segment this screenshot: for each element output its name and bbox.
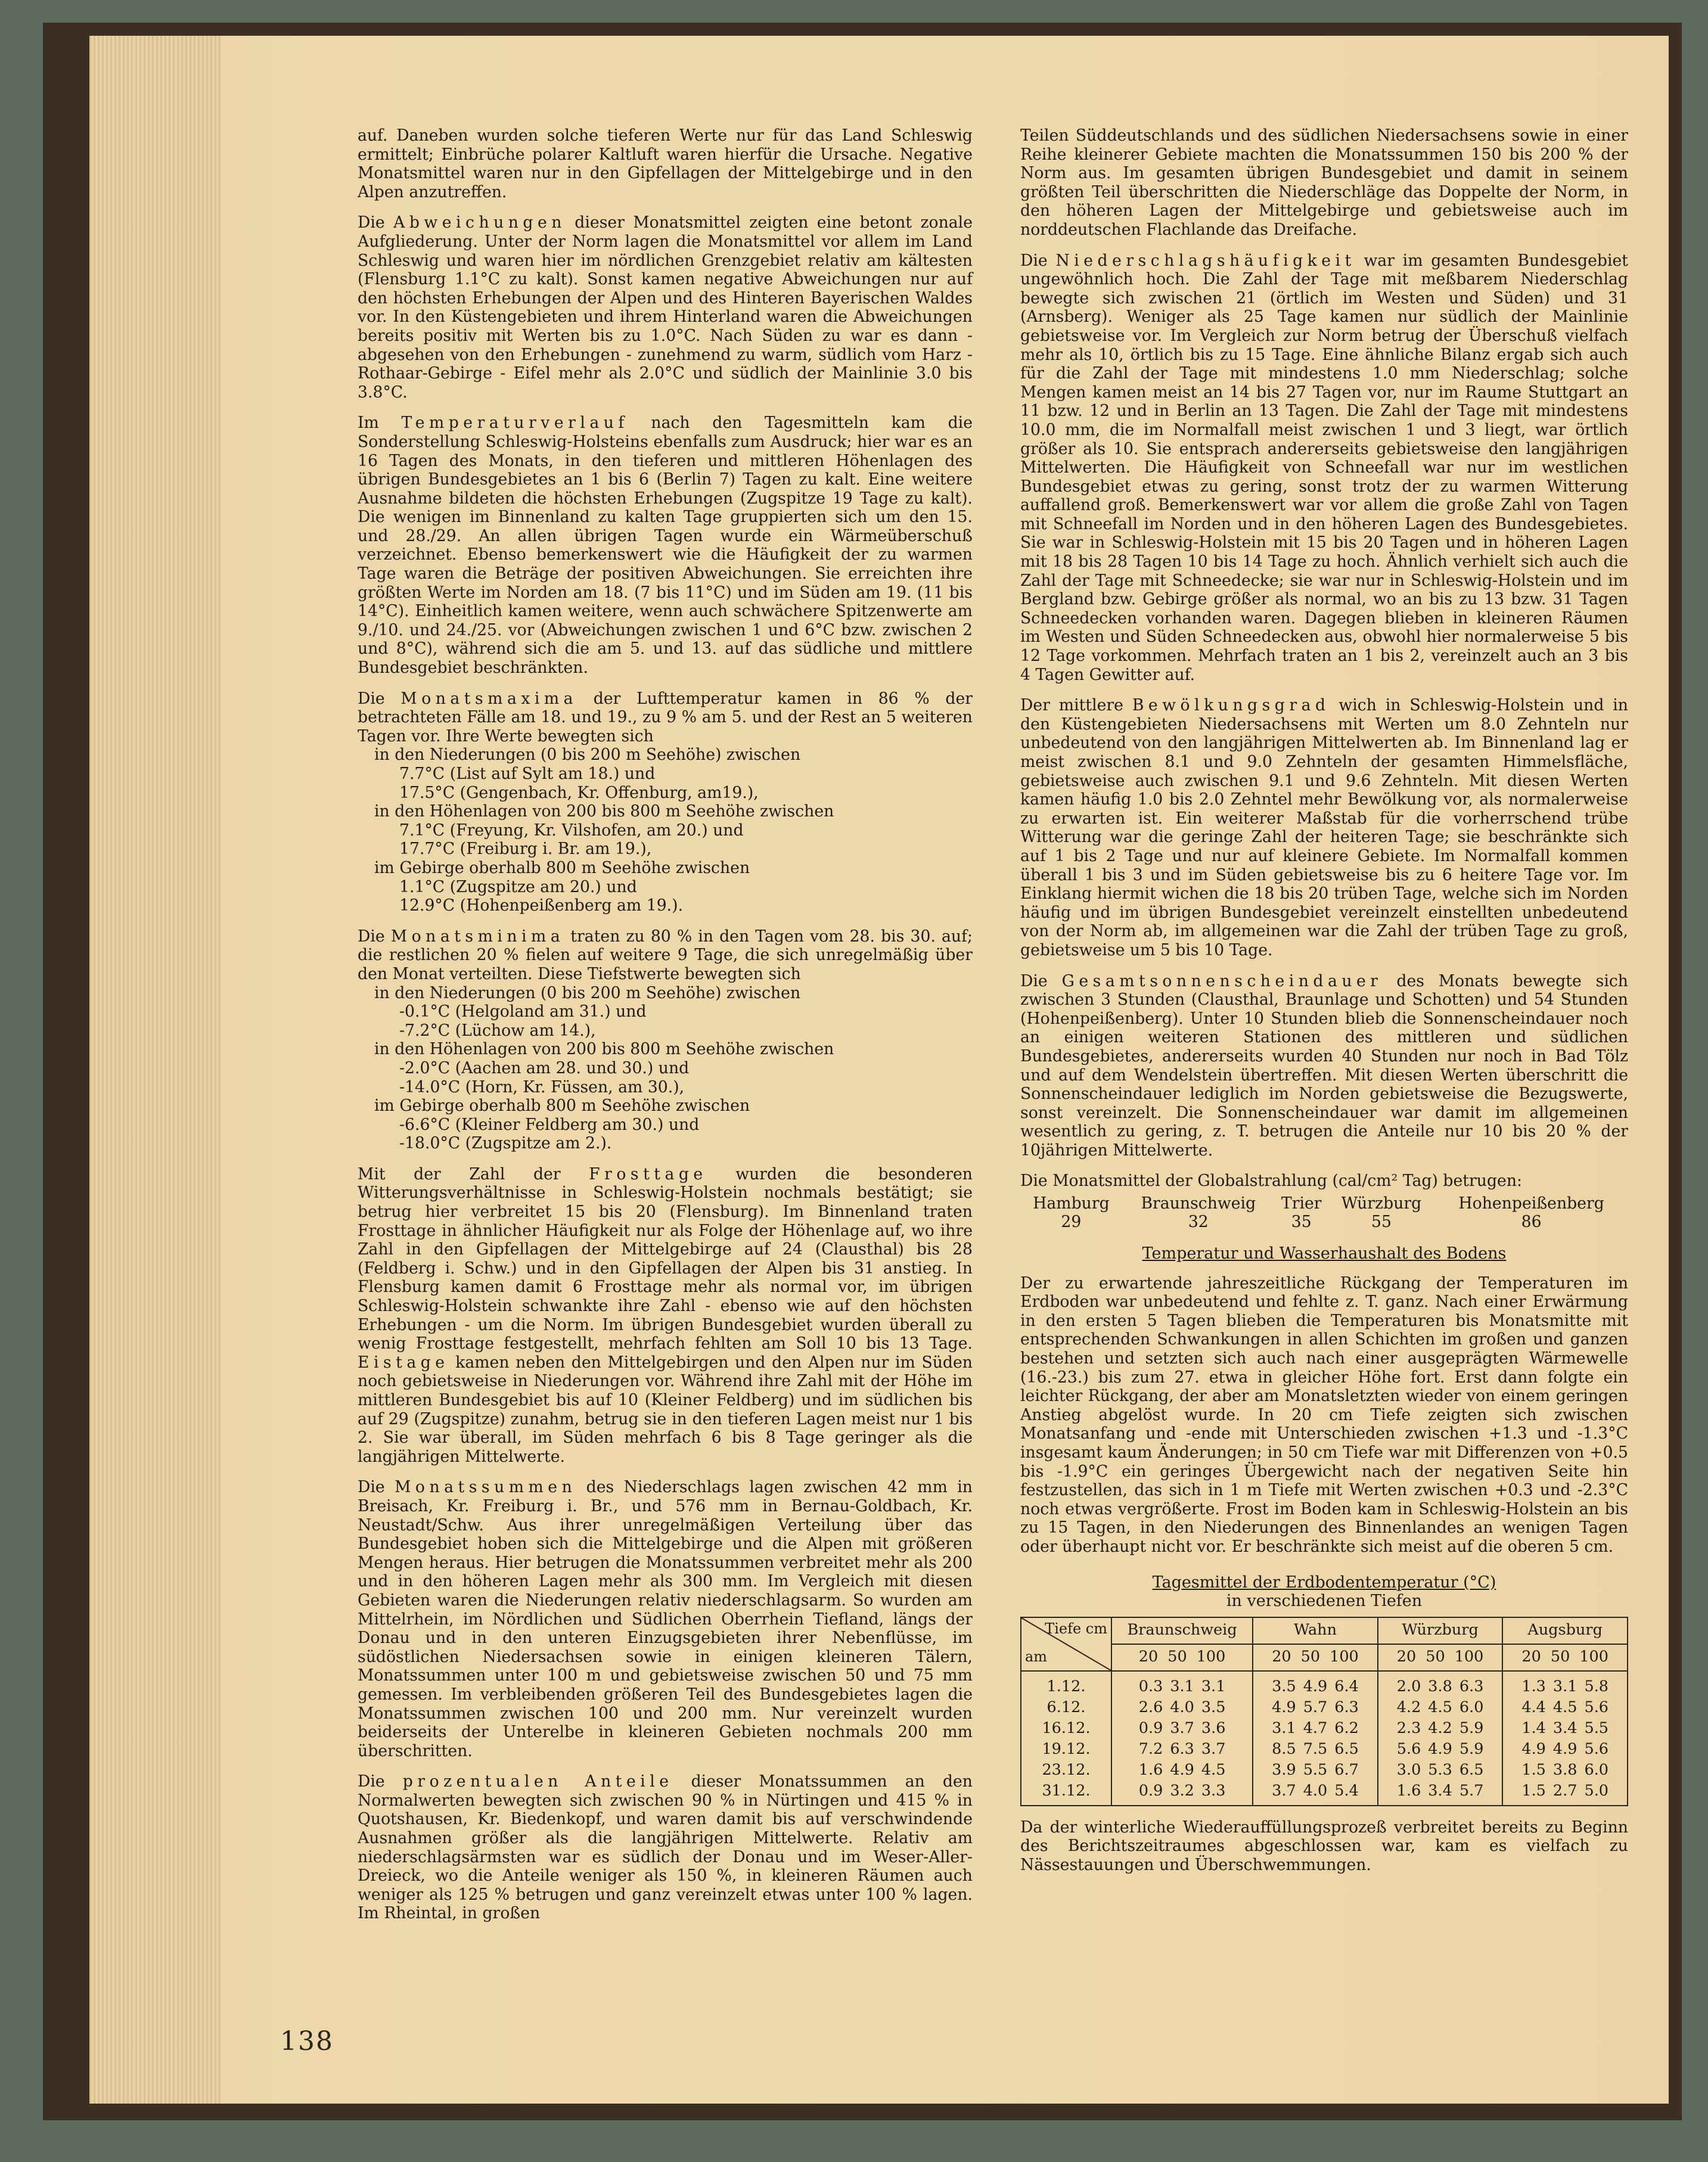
value-cell-group (1111, 1671, 1253, 1697)
temperature-value: 5.0 (1584, 1781, 1609, 1800)
temperature-value: 4.9 (1272, 1698, 1296, 1716)
temperature-value: 3.8 (1428, 1677, 1452, 1695)
temperature-value: 1.6 (1138, 1760, 1163, 1779)
station-name: Braunschweig (1141, 1194, 1256, 1213)
temperature-value: 6.2 (1334, 1719, 1359, 1737)
depth-label: 20 (1272, 1648, 1291, 1666)
depth-label: 20 (1396, 1648, 1417, 1666)
paragraph: Die Monatsmittel der Globalstrahlung (cal/cm² Tag) betrugen: (1020, 1172, 1522, 1191)
paragraph (1020, 696, 1628, 959)
value-cell-group (1502, 1781, 1628, 1806)
temperature-value: 3.5 (1272, 1677, 1296, 1695)
temperature-value: 5.4 (1334, 1781, 1359, 1800)
text: Die (1020, 251, 1056, 270)
temperature-value: 4.0 (1303, 1781, 1328, 1800)
depth-header (1378, 1644, 1503, 1671)
list-line: -0.1°C (Helgoland am 31.) und (399, 1002, 647, 1021)
list-line: -2.0°C (Aachen am 28. und 30.) und (399, 1058, 690, 1077)
paragraph (358, 1772, 973, 1923)
value-cell-group (1111, 1718, 1253, 1739)
temperature-value: 6.3 (1334, 1698, 1359, 1716)
value-cell-group (1378, 1697, 1503, 1718)
text: Die (358, 1478, 395, 1497)
temperature-value: 0.9 (1138, 1719, 1163, 1737)
value-cell-group (1253, 1671, 1378, 1697)
spaced-term: Abweichungen (393, 213, 566, 232)
spaced-term: Bewölkungsgrad (1132, 696, 1330, 715)
temperature-value: 5.7 (1303, 1698, 1328, 1716)
list-line: im Gebirge oberhalb 800 m Seehöhe zwischen (374, 1096, 750, 1116)
table-row (1021, 1718, 1628, 1739)
temperature-value: 5.5 (1584, 1719, 1609, 1737)
left-column (358, 126, 973, 1935)
depth-header (1253, 1644, 1378, 1671)
text: traten zu 80 % in den Tagen vom 28. bis 30. auf; die restlichen 20 % fielen auf weitere 9 Tage, die sich unregelmäßig über den Monat verteilten. Diese Tiefstwerte bewegten sich (358, 927, 973, 983)
spaced-term: prozentualen Anteile (402, 1772, 673, 1791)
date-cell: 31.12. (1021, 1781, 1111, 1806)
temperature-value: 6.3 (1459, 1677, 1484, 1695)
temperature-value: 6.0 (1584, 1760, 1609, 1779)
temperature-value: 4.4 (1521, 1698, 1546, 1716)
spaced-term: Frosttage (589, 1164, 707, 1183)
temperature-value: 3.8 (1552, 1760, 1577, 1779)
temperature-value: 5.9 (1459, 1719, 1484, 1737)
value-cell-group (1111, 1760, 1253, 1781)
depth-label: 100 (1579, 1648, 1608, 1666)
depth-label: 50 (1300, 1648, 1321, 1666)
list-line: 17.5°C (Gengenbach, Kr. Offenburg, am19.), (399, 783, 759, 802)
temperature-value: 6.4 (1334, 1677, 1359, 1695)
right-column (1020, 126, 1628, 1887)
temperature-value: 4.9 (1170, 1760, 1194, 1779)
temperature-value: 5.3 (1428, 1760, 1452, 1779)
text: dieser Monatssummen an den Normalwerten bewegten sich zwischen 90 % in Nürtingen und 415 % in Quotshausen, Kr. Biedenkopf, und waren damit bis auf verschwindende Ausnahmen größer als die langjährigen Mittelwerte. Relativ am niederschlagsärmsten war es südlich der Donau und im Weser-Aller-Dreieck, wo die Anteile weniger als 150 %, in kleineren Räumen auch weniger als 125 % betrugen und ganz vereinzelt etwas unter 100 % lagen. Im Rheintal, in großen (358, 1772, 973, 1923)
date-cell: 16.12. (1021, 1718, 1111, 1739)
temperature-value: 3.4 (1552, 1719, 1577, 1737)
station-name: Trier (1281, 1194, 1322, 1213)
page-edges (89, 36, 221, 2104)
text: Im (358, 414, 402, 433)
temperature-value: 7.2 (1138, 1739, 1163, 1758)
value-cell-group (1111, 1697, 1253, 1718)
text: Die (358, 927, 391, 946)
list-line: in den Niederungen (0 bis 200 m Seehöhe) zwischen (374, 983, 801, 1002)
list-line: in den Höhenlagen von 200 bis 800 m Seehöhe zwischen (374, 1040, 834, 1059)
temperature-value: 4.9 (1521, 1739, 1546, 1758)
temperature-value: 5.6 (1584, 1739, 1609, 1758)
temperature-value: 4.5 (1201, 1760, 1226, 1779)
temperature-value: 4.7 (1303, 1719, 1328, 1737)
temperature-value: 1.5 (1521, 1781, 1546, 1800)
value-cell-group (1378, 1718, 1503, 1739)
temperature-value: 2.6 (1138, 1698, 1163, 1716)
depth-label: 50 (1426, 1648, 1445, 1666)
value-cell-group (1111, 1781, 1253, 1806)
paragraph (1020, 972, 1628, 1160)
radiation-value: 55 (1371, 1213, 1392, 1232)
paragraph (1020, 251, 1628, 685)
list-line: im Gebirge oberhalb 800 m Seehöhe zwischen (374, 858, 750, 877)
table-title: Tagesmittel der Erdbodentemperatur (°C) (1152, 1573, 1496, 1592)
text: war im gesamten Bundesgebiet ungewöhnlich hoch. Die Zahl der Tage mit meßbarem Niederschlag bewegte sich zwischen 21 (örtlich im Westen und Süden) und 31 (Arnsberg). Weniger als 25 Tage kamen nur südlich der Mainlinie gebietsweise vor. Im Vergleich zur Norm betrug der Überschuß vielfach mehr als 10, örtlich bis zu 15 Tage. Eine ähnliche Bilanz ergab sich auch für die Zahl der Tage mit mindestens 1.0 mm Niederschlag; solche Mengen kamen meist an 14 bis 27 Tagen vor, nur im Raume Stuttgart an 11 bzw. 12 und in Berlin an 13 Tagen. Die Zahl der Tage mit mindestens 10.0 mm, die im Normalfall meist zwischen 1 und 3 liegt, war örtlich größer als 10. Sie entsprach andererseits gebietsweise den langjährigen Mittelwerten. Die Häufigkeit von Schneefall war nur im westlichen Bundesgebiet etwas zu gering, sonst trotz der zu warmen Witterung auffallend groß. Bemerkenswert war vor allem die große Zahl von Tagen mit Schneefall im Norden und in den höheren Lagen des Bundesgebietes. Sie war in Schleswig-Holstein mit 15 bis 20 Tagen und in höheren Lagen mit 18 bis 28 Tagen 10 bis 14 Tage zu hoch. Ähnlich verhielt sich auch die Zahl der Tage mit Schneedecke; sie war nur in Schleswig-Holstein und im Bergland bzw. Gebirge größer als normal, wo an bis zu 13 bzw. 31 Tagen Schneedecken vorhanden waren. Dagegen blieben in kleineren Räumen im Westen und Süden Schneedecken aus, obwohl hier normalerweise 5 bis 12 Tage vorkommen. Mehrfach traten an 1 bis 2, vereinzelt auch an 3 bis 4 Tagen Gewitter auf. (1020, 251, 1628, 684)
value-cell-group (1253, 1760, 1378, 1781)
text: der Lufttemperatur kamen in 86 % der betrachteten Fälle am 18. und 19., zu 9 % am 5. und der Rest an 5 weiteren Tagen vor. Ihre Werte bewegten sich (358, 689, 973, 745)
date-cell: 19.12. (1021, 1739, 1111, 1760)
temperature-value: 3.3 (1201, 1781, 1226, 1800)
temperature-value: 5.5 (1303, 1760, 1328, 1779)
paragraph (358, 213, 973, 402)
text: Die (358, 689, 401, 708)
table-header-row (1021, 1617, 1628, 1644)
value-cell-group (1502, 1671, 1628, 1697)
table-row (1021, 1671, 1628, 1697)
date-cell: 6.12. (1021, 1697, 1111, 1718)
list-line: 17.7°C (Freiburg i. Br. am 19.), (399, 840, 652, 859)
temperature-value: 0.9 (1138, 1781, 1163, 1800)
corner-cell (1021, 1617, 1111, 1671)
page-number: 138 (280, 2026, 334, 2057)
temperature-value: 4.9 (1428, 1739, 1452, 1758)
radiation-value: 32 (1188, 1213, 1209, 1232)
list-line: 1.1°C (Zugspitze am 20.) und (399, 877, 637, 896)
value-cell-group (1378, 1671, 1503, 1697)
list-line: -14.0°C (Horn, Kr. Füssen, am 30.), (399, 1077, 685, 1096)
list-line: -7.2°C (Lüchow am 14.), (399, 1021, 596, 1040)
text: dieser Monatsmittel zeigten eine betont zonale Aufgliederung. Unter der Norm lagen die Monatsmittel vor allem im Land Schleswig und waren hier im nördlichen Grenzgebiet relativ am kältesten (Flensburg 1.1°C zu kalt). Sonst kamen negative Abweichungen nur auf den höchsten Erhebungen der Alpen und des Hinteren Bayerischen Waldes vor. In den Küstengebieten und ihrem Hinterland waren die Abweichungen bereits positiv mit Werten bis zu 1.0°C. Nach Süden zu war es dann - abgesehen von den Erhebungen - zunehmend zu warm, südlich vom Harz - Rothaar-Gebirge - Eifel mehr als 2.0°C und südlich der Mainlinie 3.0 bis 3.8°C. (358, 213, 973, 402)
paragraph: Da der winterliche Wiederauffüllungsprozeß verbreitet bereits zu Beginn des Berichtszeitraumes abgeschlossen war, kam es vielfach zu Nässestauungen und Überschwemmungen. (1020, 1818, 1628, 1874)
temperature-value: 4.9 (1552, 1739, 1577, 1758)
list-line: 7.1°C (Freyung, Kr. Vilshofen, am 20.) und (399, 821, 744, 840)
temperature-value: 4.5 (1428, 1698, 1452, 1716)
temperature-value: 5.7 (1459, 1781, 1484, 1800)
depth-label: 50 (1167, 1648, 1187, 1666)
temperature-value: 1.4 (1521, 1719, 1546, 1737)
temperature-value: 8.5 (1272, 1739, 1296, 1758)
radiation-values-row (1020, 1213, 1628, 1231)
radiation-table (1020, 1194, 1628, 1231)
minima-list (358, 984, 973, 1153)
depth-label: 100 (1454, 1648, 1484, 1666)
value-cell-group (1502, 1718, 1628, 1739)
paragraph (358, 414, 973, 677)
value-cell-group (1378, 1781, 1503, 1806)
station-header: Augsburg (1502, 1617, 1628, 1644)
radiation-stations-row (1020, 1194, 1628, 1213)
depth-header (1502, 1644, 1628, 1671)
paragraph (358, 1478, 973, 1760)
temperature-value: 3.6 (1201, 1719, 1226, 1737)
table-row (1021, 1760, 1628, 1781)
depth-label: 100 (1196, 1648, 1226, 1666)
depth-label: 50 (1550, 1648, 1570, 1666)
temperature-value: 2.7 (1552, 1781, 1577, 1800)
station-header: Wahn (1253, 1617, 1378, 1644)
text: kamen neben den Mittelgebirgen und den Alpen nur im Süden noch gebietsweise in Niederungen vor. Während ihre Zahl mit der Höhe im mittleren Bundesgebiet bis auf 10 (Kleiner Feldberg) und im südlichen bis auf 29 (Zugspitze) zunahm, betrug sie in den tieferen Lagen meist nur 1 bis 2. Sie war überall, im Süden mehrfach 6 bis 8 Tage geringer als die langjährigen Mittelwerte. (358, 1353, 973, 1466)
radiation-value: 35 (1291, 1213, 1312, 1232)
temperature-value: 1.5 (1521, 1760, 1546, 1779)
depth-label: 20 (1138, 1648, 1159, 1666)
temperature-value: 6.3 (1170, 1739, 1194, 1758)
temperature-value: 3.4 (1428, 1781, 1452, 1800)
temperature-value: 5.6 (1584, 1698, 1609, 1716)
spaced-term: Niederschlagshäufigkeit (1055, 251, 1356, 270)
temperature-value: 3.7 (1201, 1739, 1226, 1758)
text: wich in Schleswig-Holstein und in den Küstengebieten Niedersachsens mit Werten um 8.0 Zehnteln nur unbedeutend von den langjährigen Mittelwerten ab. Im Binnenland lag er meist zwischen 8.1 und 9.0 Zehnteln der gesamten Himmelsfläche, gebietsweise auch zwischen 9.1 und 9.6 Zehnteln. Mit diesen Werten kamen häufig 1.0 bis 2.0 Zehntel mehr Bewölkung vor, als normalerweise zu erwarten ist. Ein weiterer Maßstab für die vorherrschend trübe Witterung war die geringe Zahl der heiteren Tage; sie beschränkte sich auf 1 bis 2 Tage und nur auf kleinere Gebiete. Im Normalfall kommen überall 1 bis 3 und im Süden gebietsweise bis zu 6 heitere Tage vor. Im Einklang hiermit wichen die 18 bis 20 trüben Tage, welche sich im Norden häufig und im übrigen Bundesgebiet vereinzelt einstellten unbedeutend von der Norm ab, im allgemeinen war die Zahl der trüben Tage zu groß, gebietsweise um 5 bis 10 Tage. (1020, 696, 1628, 959)
temperature-value: 4.2 (1428, 1719, 1452, 1737)
temperature-value: 3.7 (1272, 1781, 1296, 1800)
temperature-value: 3.1 (1201, 1677, 1226, 1695)
table-caption (1020, 1573, 1628, 1611)
value-cell-group (1502, 1739, 1628, 1760)
value-cell-group (1378, 1760, 1503, 1781)
date-cell: 1.12. (1021, 1671, 1111, 1697)
text: Die (358, 213, 394, 232)
list-line: in den Niederungen (0 bis 200 m Seehöhe) zwischen (374, 745, 801, 765)
temperature-value: 3.7 (1170, 1719, 1194, 1737)
value-cell-group (1253, 1781, 1378, 1806)
corner-bottom-label: am (1025, 1648, 1048, 1666)
station-header: Würzburg (1378, 1617, 1503, 1644)
date-cell: 23.12. (1021, 1760, 1111, 1781)
temperature-value: 4.5 (1552, 1698, 1577, 1716)
text: Mit der Zahl der (358, 1164, 589, 1183)
temperature-value: 3.9 (1272, 1760, 1296, 1779)
spaced-term: Temperaturverlauf (401, 414, 629, 433)
paragraph (358, 927, 973, 984)
station-name: Hamburg (1033, 1194, 1110, 1213)
radiation-value: 86 (1521, 1213, 1542, 1232)
text: wurden die besonderen Witterungsverhältnisse in Schleswig-Holstein nochmals bestätigt; sie betrug hier verbreitet 15 bis 20 (Flensburg). Im Binnenland traten Frosttage in ähnlicher Häufigkeit nur als Folge der Höhenlage auf, wo ihre Zahl in den Gipfellagen der Mittelgebirge auf 24 (Clausthal) bis 28 (Feldberg i. Schw.) und in den Gipfellagen der Alpen bis 31 anstieg. In Flensburg kamen damit 6 Frosttage mehr als normal vor, im übrigen Schleswig-Holstein schwankte ihre Zahl - ebenso wie auf den höchsten Erhebungen - um die Norm. Im übrigen Bundesgebiet wurden überall zu wenig Frosttage festgestellt, mehrfach fehlten am Soll 10 bis 13 Tage. (358, 1164, 973, 1353)
temperature-value: 3.5 (1201, 1698, 1226, 1716)
depth-label: 20 (1521, 1648, 1541, 1666)
section-heading: Temperatur und Wasserhaushalt des Bodens (1142, 1244, 1507, 1263)
temperature-value: 4.0 (1170, 1698, 1194, 1716)
temperature-value: 6.5 (1459, 1760, 1484, 1779)
paragraph (358, 689, 973, 746)
temperature-value: 3.0 (1396, 1760, 1421, 1779)
value-cell-group (1502, 1760, 1628, 1781)
list-line: -18.0°C (Zugspitze am 2.). (399, 1134, 612, 1153)
value-cell-group (1253, 1697, 1378, 1718)
temperature-value: 3.2 (1170, 1781, 1194, 1800)
temperature-value: 6.0 (1459, 1698, 1484, 1716)
temperature-value: 7.5 (1303, 1739, 1328, 1758)
table-subtitle: in verschiedenen Tiefen (1226, 1592, 1423, 1611)
radiation-value: 29 (1061, 1213, 1082, 1232)
station-name: Hohenpeißenberg (1458, 1194, 1604, 1213)
temperature-value: 0.3 (1138, 1677, 1163, 1695)
text: des Niederschlags lagen zwischen 42 mm in Breisach, Kr. Freiburg i. Br., und 576 mm in Bernau-Goldbach, Kr. Neustadt/Schw. Aus ihrer unregelmäßigen Verteilung über das Bundesgebiet hoben sich die Mittelgebirge und die Alpen mit größeren Mengen heraus. Hier betrugen die Monatssummen verbreitet mehr als 200 und in den höheren Lagen mehr als 300 mm. Im Vergleich mit diesen Gebieten waren die Niederungen relativ niederschlagsarm. So wurden am Mittelrhein, im Nördlichen und Südlichen Oberrhein Tiefland, längs der Donau und in den unteren Einzugsgebieten ihrer Nebenflüsse, im südöstlichen Niedersachsen sowie in einigen kleineren Tälern, Monatssummen unter 100 m und gebietsweise zwischen 50 und 75 mm gemessen. Im verbleibenden größeren Teil des Bundesgebietes lagen die Monatssummen zwischen 100 und 200 mm. Nur vereinzelt wurden beiderseits der Unterelbe in kleineren Gebieten nochmals 200 mm überschritten. (358, 1478, 973, 1760)
temperature-value: 5.9 (1459, 1739, 1484, 1758)
temperature-value: 2.3 (1396, 1719, 1421, 1737)
paragraph: auf. Daneben wurden solche tieferen Werte nur für das Land Schleswig ermittelt; Einbrüche polarer Kaltluft waren hierfür die Ursache. Negative Monatsmittel waren nur in den Gipfellagen der Mittelgebirge und in den Alpen anzutreffen. (358, 126, 973, 201)
depth-header (1111, 1644, 1253, 1671)
value-cell-group (1502, 1697, 1628, 1718)
value-cell-group (1253, 1718, 1378, 1739)
paragraph: Der zu erwartende jahreszeitliche Rückgang der Temperaturen im Erdboden war unbedeutend und fehlte z. T. ganz. Nach einer Erwärmung in den ersten 5 Tagen blieben die Temperaturen bis Monatsmitte mit entsprechenden Schwankungen in allen Schichten im großen und ganzen bestehen und setzten sich auch nach einer ausgeprägten Wärmewelle (16.-23.) bis zum 27. etwa in gleicher Höhe fort. Erst dann folgte ein leichter Rückgang, der aber am Monatsletzten wieder von einem geringen Anstieg abgelöst wurde. In 20 cm Tiefe zeigten sich zwischen Monatsanfang und -ende mit Unterschieden zwischen +1.3 und -1.3°C insgesamt kaum Änderungen; in 50 cm Tiefe war mit Differenzen von +0.5 bis -1.9°C ein geringes Übergewicht nach der negativen Seite hin festzustellen, das sich in 1 m Tiefe mit Werten zwischen +0.3 und -2.3°C noch etwas vergrößerte. Frost im Boden kam in Schleswig-Holstein an bis zu 15 Tagen, in den Niederungen des Binnenlandes an wenigen Tagen oder überhaupt nicht vor. Er beschränkte sich meist auf die oberen 5 cm. (1020, 1273, 1628, 1556)
spaced-term: Monatsmaxima (400, 689, 578, 708)
corner-top-label: Tiefe cm (1045, 1620, 1107, 1637)
temperature-value: 2.0 (1396, 1677, 1421, 1695)
text: nach den Tagesmitteln kam die Sonderstellung Schleswig-Holsteins ebenfalls zum Ausdruck; hier war es an 16 Tagen des Monats, in den tieferen und mittleren Höhenlagen des übrigen Bundesgebietes an 1 bis 6 (Berlin 7) Tagen zu kalt. Eine weitere Ausnahme bildeten die höchsten Erhebungen (Zugspitze 19 Tage zu kalt). Die wenigen im Binnenland zu kalten Tage gruppierten sich um den 15. und 28./29. An allen übrigen Tagen wurde ein Wärmeüberschuß verzeichnet. Ebenso bemerkenswert wie die Häufigkeit der zu warmen Tage waren die Beträge der positiven Abweichungen. Sie erreichten ihre größten Werte im Norden am 18. (7 bis 11°C) und im Süden am 19. (11 bis 14°C). Einheitlich kamen weitere, wenn auch schwächere Spitzenwerte am 9./10. und 24./25. vor (Abweichungen zwischen 1 und 6°C bzw. zwischen 2 und 8°C), während sich die am 5. und 13. auf das südliche und mittlere Bundesgebiet beschränkten. (358, 414, 973, 678)
temperature-value: 1.3 (1521, 1677, 1546, 1695)
station-name: Würzburg (1341, 1194, 1422, 1213)
spaced-term: Gesamtsonnenscheindauer (1061, 971, 1383, 990)
temperature-value: 6.5 (1334, 1739, 1359, 1758)
spaced-term: Monatsminima (390, 927, 565, 946)
list-line: 7.7°C (List auf Sylt am 18.) und (399, 765, 656, 783)
temperature-value: 3.1 (1170, 1677, 1194, 1695)
value-cell-group (1378, 1739, 1503, 1760)
temperature-value: 3.1 (1552, 1677, 1577, 1695)
temperature-value: 5.6 (1396, 1739, 1421, 1758)
station-header: Braunschweig (1111, 1617, 1253, 1644)
text: Die (1020, 971, 1062, 990)
value-cell-group (1253, 1739, 1378, 1760)
depth-label: 100 (1330, 1648, 1359, 1666)
table-depth-row (1021, 1644, 1628, 1671)
soil-temperature-table (1020, 1617, 1628, 1806)
temperature-value: 1.6 (1396, 1781, 1421, 1800)
table-row (1021, 1697, 1628, 1718)
table-row (1021, 1739, 1628, 1760)
list-line: -6.6°C (Kleiner Feldberg am 30.) und (399, 1115, 700, 1134)
temperature-value: 4.2 (1396, 1698, 1421, 1716)
table-body (1021, 1671, 1628, 1806)
temperature-value: 4.9 (1303, 1677, 1328, 1695)
temperature-value: 6.7 (1334, 1760, 1359, 1779)
temperature-value: 3.1 (1272, 1719, 1296, 1737)
table-row (1021, 1781, 1628, 1806)
list-line: in den Höhenlagen von 200 bis 800 m Seehöhe zwischen (374, 802, 834, 821)
paragraph (358, 1165, 973, 1467)
text: Der mittlere (1020, 696, 1132, 715)
value-cell-group (1111, 1739, 1253, 1760)
maxima-list (358, 745, 973, 915)
text: des Monats bewegte sich zwischen 3 Stunden (Clausthal, Braunlage und Schotten) und 54 Stunden (Hohenpeißenberg). Unter 10 Stunden blieb die Sonnenscheindauer noch an einigen weiteren Stationen des mittleren und südlichen Bundesgebietes, andererseits wurden 40 Stunden nur noch in Bad Tölz und auf dem Wendelstein übertreffen. Mit diesen Werten überschritt die Sonnenscheindauer lediglich im Norden gebietsweise die Bezugswerte, sonst vereinzelt. Die Sonnenscheindauer war damit im allgemeinen wesentlich zu gering, z. T. betrugen die Anteile nur 10 bis 20 % der 10jährigen Mittelwerte. (1020, 971, 1628, 1160)
text: Die (358, 1772, 403, 1791)
spaced-term: Eistage (358, 1353, 449, 1372)
paragraph: Teilen Süddeutschlands und des südlichen Niedersachsens sowie in einer Reihe kleinerer Gebiete machten die Monatssummen 150 bis 200 % der Norm aus. Im gesamten übrigen Bundesgebiet und damit in seinem größten Teil überschritten die Niederschläge das Doppelte der Norm, in den höheren Lagen der Mittelgebirge und gebietsweise auch im norddeutschen Flachlande das Dreifache. (1020, 126, 1628, 239)
temperature-value: 5.8 (1584, 1677, 1609, 1695)
spaced-term: Monatssummen (395, 1478, 577, 1497)
list-line: 12.9°C (Hohenpeißenberg am 19.). (399, 896, 684, 915)
